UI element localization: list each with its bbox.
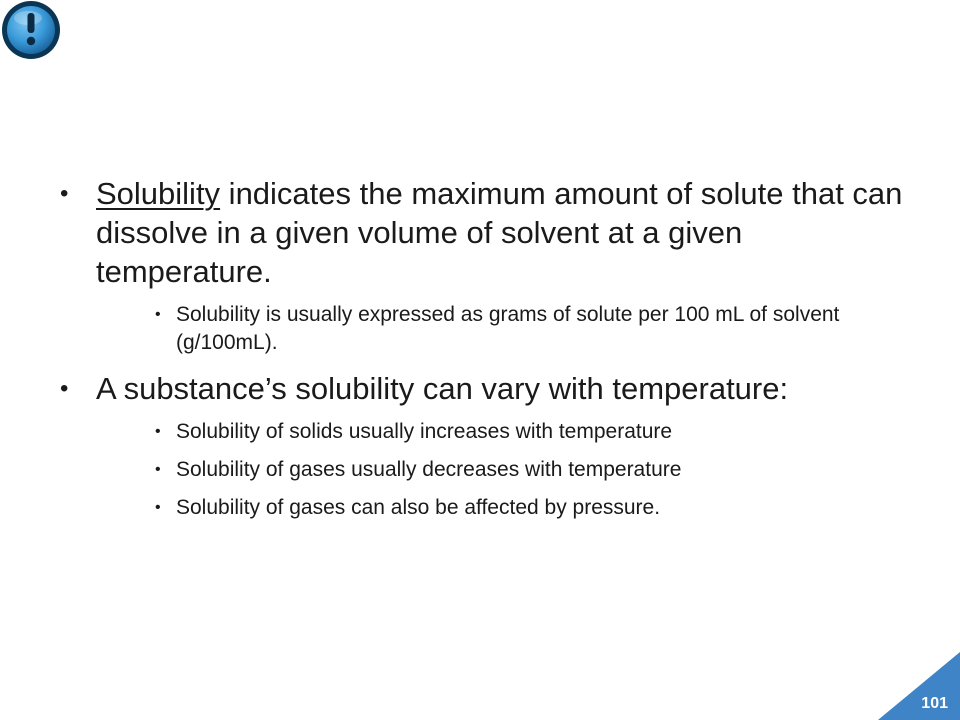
sub-bullet-text: Solubility of gases can also be affected by pressure. [176, 496, 661, 519]
bullet-solubility-definition [58, 174, 918, 291]
sub-bullet-text: Solubility is usually expressed as grams of solute per 100 mL of solvent (g/100mL). [176, 303, 840, 354]
sub-bullet-units [58, 301, 918, 357]
slide-body [58, 174, 918, 534]
bullet-dot: • [155, 461, 161, 478]
exclamation-icon [0, 0, 62, 62]
bullet-dot: • [155, 499, 161, 516]
sub-bullet-solids [58, 418, 918, 446]
bullet-dot: • [60, 375, 69, 402]
sub-bullet-text: Solubility of gases usually decreases with temperature [176, 458, 682, 481]
bullet-dot: • [60, 180, 69, 207]
slide-number: 101 [921, 695, 948, 712]
sub-bullet-pressure [58, 494, 918, 522]
sub-list-units [58, 301, 918, 357]
bullet-temperature-variation [58, 369, 918, 408]
bullet-dot: • [155, 423, 161, 440]
sub-bullet-text: Solubility of solids usually increases with temperature [176, 420, 673, 443]
bullet-text: A substance’s solubility can vary with temperature: [96, 371, 789, 406]
bullet-dot: • [155, 306, 161, 323]
bullet-text: indicates the maximum amount of solute that can dissolve in a given volume of solvent at a given temperature. [96, 176, 903, 289]
sub-bullet-gases [58, 456, 918, 484]
sub-list-temperature [58, 418, 918, 522]
solubility-term: Solubility [96, 176, 221, 211]
